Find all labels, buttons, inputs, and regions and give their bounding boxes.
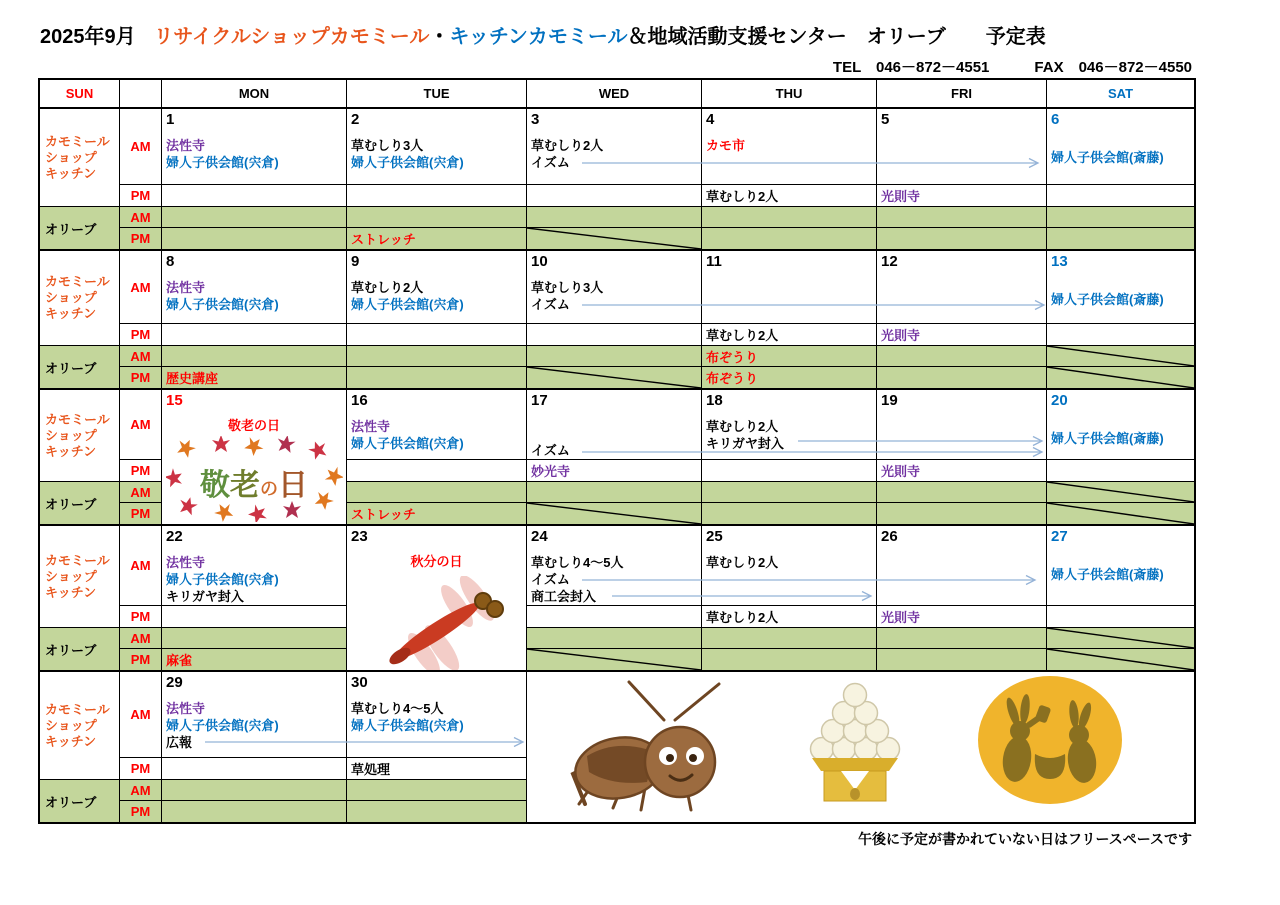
schedule-entry: 商工会封入 [531,589,597,604]
schedule-entry: ストレッチ [351,232,416,247]
day-cell-1-olive-pm [162,228,347,249]
am-entries [1047,554,1194,583]
day-cell-29-olive-pm [162,801,347,822]
day-cell-13-pm [1047,324,1194,346]
maple-leaf-icon [174,436,197,459]
schedule-entry: 草むしり4～5人 [531,555,624,570]
schedule-entry: イズム [531,443,570,458]
day-cell-6-olive-am [1047,207,1194,228]
week-row-1 [40,109,1194,249]
day-cell-19-olive-pm [877,503,1047,524]
day-cell-5-olive-pm [877,228,1047,249]
day-header-empty [120,80,162,107]
day-cell-18-am [702,390,877,460]
contact-line: TEL 046－872－4551 FAX 046－872－4550 [832,59,1192,76]
day-cell-13-olive-am [1047,346,1194,367]
day-number: 29 [166,674,183,691]
day-number: 27 [1051,528,1068,545]
day-number: 25 [706,528,723,545]
am-entries [162,279,346,313]
am-label: AM [120,672,162,758]
day-cell-11-pm [702,324,877,346]
day-header-TUE: TUE [347,80,527,107]
schedule-entry: 草むしり2人 [706,419,779,434]
schedule-entry: 法性寺 [166,138,206,153]
day-cell-9-am [347,251,527,324]
day-cell-12-pm [877,324,1047,346]
maple-leaf-icon [241,436,266,458]
chamomile-label-line: ショップ [45,717,97,733]
title-month: 2025年9月 [40,26,136,48]
am-entries [162,137,346,171]
pm-label: PM [120,185,162,207]
day-cell-13-olive-pm [1047,367,1194,388]
day-cell-20-olive-pm [1047,503,1194,524]
day-cell-3-am [527,109,702,185]
row-label-chamomile [40,109,120,207]
day-cell-9-olive-am [347,346,527,367]
day-cell-24-am [527,526,702,606]
schedule-entry: 婦人子供会館(宍倉) [351,155,464,170]
am-entries [347,279,526,313]
keirou-art-char: の [260,479,278,499]
chamomile-label-line: ショップ [45,290,97,305]
day-cell-27-am [1047,526,1194,606]
day-cell-16-pm [347,460,527,482]
day-number: 1 [166,111,175,128]
schedule-entry: 草むしり2人 [531,138,604,153]
am-label: AM [120,390,162,460]
day-cell-4-olive-am [702,207,877,228]
schedule-entry: イズム [531,297,570,312]
day-cell-30-olive-pm [347,801,527,822]
day-number: 23 [351,528,368,545]
crossed-out-diagonal [1047,346,1194,366]
olive-pm-label: PM [120,228,162,249]
day-cell-17-pm [527,460,702,482]
day-cell-30-am [347,672,527,758]
day-cell-24-olive-pm [527,649,702,670]
day-cell-3-olive-pm [527,228,702,249]
day-cell-13-am [1047,251,1194,324]
schedule-entry: 婦人子供会館(斎藤) [1051,150,1164,165]
chamomile-label-line: キッチン [45,733,97,749]
maple-leaf-icon [212,436,230,452]
schedule-entry: 布ぞうり [706,371,759,386]
day-cell-27-olive-pm [1047,649,1194,670]
olive-pm-label: PM [120,503,162,524]
month-end-picture-area [527,672,1194,822]
schedule-entry: 婦人子供会館(宍倉) [351,436,464,451]
am-entries [527,279,701,313]
pm-label: PM [120,758,162,780]
schedule-entry: 光則寺 [881,464,921,479]
pm-label: PM [120,460,162,482]
schedule-entry: 光則寺 [881,610,921,625]
row-label-olive: オリーブ [40,482,120,524]
schedule-entry: 婦人子供会館(宍倉) [166,297,279,312]
schedule-table [38,78,1196,824]
day-cell-17-am [527,390,702,460]
chamomile-label-line: カモミール [45,133,110,149]
row-label-chamomile [40,526,120,628]
day-number: 30 [351,674,368,691]
day-cell-15-holiday [162,390,347,524]
day-cell-12-olive-pm [877,367,1047,388]
crossed-out-diagonal [527,228,701,249]
am-label: AM [120,526,162,606]
crossed-out-diagonal [527,649,701,670]
day-cell-29-am [162,672,347,758]
am-label: AM [120,251,162,324]
schedule-entry: 婦人子供会館(斎藤) [1051,431,1164,446]
day-cell-22-olive-am [162,628,347,649]
am-entries [162,554,346,605]
chamomile-label-line: キッチン [45,443,97,459]
day-cell-18-pm [702,460,877,482]
crossed-out-diagonal [1047,649,1194,670]
day-cell-27-pm [1047,606,1194,628]
day-cell-2-am [347,109,527,185]
week-row-5 [40,670,1194,822]
title-rest: ＆地域活動支援センター オリーブ 予定表 [627,26,1046,48]
am-entries [1047,279,1194,308]
am-entries [702,418,876,452]
row-label-olive: オリーブ [40,207,120,249]
schedule-entry: 光則寺 [881,189,921,204]
title-dot: ・ [429,26,450,48]
day-cell-10-olive-pm [527,367,702,388]
day-number: 16 [351,392,368,409]
olive-am-label: AM [120,780,162,801]
cricket-icon [567,678,742,813]
schedule-entry: 麻雀 [166,653,193,668]
schedule-entry: 草処理 [351,762,391,777]
day-cell-30-olive-am [347,780,527,801]
day-cell-24-olive-am [527,628,702,649]
schedule-entry: 婦人子供会館(宍倉) [351,718,464,733]
day-cell-25-am [702,526,877,606]
day-cell-12-olive-am [877,346,1047,367]
day-cell-18-olive-am [702,482,877,503]
schedule-entry: キリガヤ封入 [706,436,784,451]
day-cell-27-olive-am [1047,628,1194,649]
schedule-entry: キリガヤ封入 [166,589,244,604]
day-cell-2-olive-am [347,207,527,228]
olive-pm-label: PM [120,367,162,388]
am-entries [347,700,526,734]
day-cell-2-pm [347,185,527,207]
day-header-WED: WED [527,80,702,107]
day-cell-10-olive-am [527,346,702,367]
am-entries [527,418,701,459]
week-row-3 [40,388,1194,524]
maple-leaf-icon [306,438,329,460]
day-number: 20 [1051,392,1068,409]
day-number: 10 [531,253,548,270]
day-cell-1-olive-am [162,207,347,228]
chamomile-label-line: ショップ [45,427,97,443]
schedule-entry: ストレッチ [351,507,416,522]
day-number: 5 [881,111,890,128]
title-shop-name: リサイクルショップカモミール [153,26,430,48]
day-cell-11-am [702,251,877,324]
day-cell-22-olive-pm [162,649,347,670]
day-number: 8 [166,253,175,270]
pm-label: PM [120,324,162,346]
schedule-entry: 法性寺 [351,419,391,434]
row-label-chamomile [40,672,120,780]
olive-am-label: AM [120,346,162,367]
day-cell-18-olive-pm [702,503,877,524]
moon-rabbits-icon [975,674,1125,807]
schedule-entry: イズム [531,155,570,170]
schedule-entry: 光則寺 [881,328,921,343]
day-number: 22 [166,528,183,545]
keirou-no-hi-image [166,436,343,522]
crossed-out-diagonal [1047,482,1194,502]
keirou-art-char: 老 [230,469,260,502]
maple-leaf-icon [246,501,271,522]
schedule-entry: 草むしり2人 [706,328,779,343]
day-header-THU: THU [702,80,877,107]
chamomile-label-line: ショップ [45,149,97,165]
day-cell-25-pm [702,606,877,628]
week-row-2 [40,249,1194,388]
chamomile-label-line: カモミール [45,701,110,717]
keirou-art-char: 日 [278,469,308,502]
day-cell-5-olive-am [877,207,1047,228]
am-entries [1047,137,1194,166]
footer-note: 午後に予定が書かれていない日はフリースペースです [858,831,1193,847]
day-cell-29-olive-am [162,780,347,801]
day-number: 17 [531,392,548,409]
day-cell-20-olive-am [1047,482,1194,503]
day-number: 18 [706,392,723,409]
chamomile-label-line: ショップ [45,568,97,584]
day-header-FRI: FRI [877,80,1047,107]
schedule-entry: 法性寺 [166,280,206,295]
day-number: 3 [531,111,540,128]
day-cell-23-holiday [347,526,527,670]
olive-am-label: AM [120,207,162,228]
day-cell-16-olive-pm [347,503,527,524]
day-cell-22-am [162,526,347,606]
day-cell-17-olive-pm [527,503,702,524]
day-cell-5-pm [877,185,1047,207]
day-number: 6 [1051,111,1060,128]
am-entries [702,554,876,571]
day-cell-20-am [1047,390,1194,460]
day-cell-6-olive-pm [1047,228,1194,249]
day-cell-19-am [877,390,1047,460]
day-cell-16-am [347,390,527,460]
day-cell-26-olive-am [877,628,1047,649]
schedule-entry: イズム [531,572,570,587]
row-label-olive: オリーブ [40,628,120,670]
schedule-entry: 草むしり2人 [706,610,779,625]
day-cell-17-olive-am [527,482,702,503]
schedule-entry: カモ市 [706,138,746,153]
schedule-entry: 法性寺 [166,701,206,716]
holiday-caption: 秋分の日 [410,554,463,569]
day-cell-20-pm [1047,460,1194,482]
day-number: 11 [706,253,722,270]
am-entries [527,137,701,171]
schedule-entry: 草むしり2人 [351,280,424,295]
day-cell-25-olive-am [702,628,877,649]
row-label-olive: オリーブ [40,346,120,388]
chamomile-label-line: キッチン [45,165,97,181]
olive-pm-label: PM [120,649,162,670]
day-cell-10-pm [527,324,702,346]
tsukimi-dango-icon [799,675,911,803]
day-cell-4-pm [702,185,877,207]
day-cell-11-olive-am [702,346,877,367]
day-header-SAT: SAT [1107,86,1134,101]
am-entries [347,137,526,171]
day-cell-8-am [162,251,347,324]
day-cell-30-pm [347,758,527,780]
schedule-entry: 歴史講座 [166,371,219,386]
day-cell-6-am [1047,109,1194,185]
day-header-SUN: SUN [40,80,120,107]
olive-am-label: AM [120,482,162,503]
schedule-entry: 法性寺 [166,555,206,570]
dragonfly-icon [347,576,526,670]
schedule-entry: 妙光寺 [531,464,571,479]
day-cell-24-pm [527,606,702,628]
chamomile-label-line: カモミール [45,274,110,289]
schedule-entry: 草むしり2人 [706,555,779,570]
day-number: 2 [351,111,360,128]
day-cell-12-am [877,251,1047,324]
holiday-caption: 敬老の日 [227,418,280,433]
day-number: 24 [531,528,548,545]
am-entries [702,137,876,154]
day-cell-4-am [702,109,877,185]
schedule-entry: 婦人子供会館(宍倉) [166,718,279,733]
chamomile-label-line: カモミール [45,411,110,427]
day-cell-4-olive-pm [702,228,877,249]
schedule-entry: 婦人子供会館(宍倉) [351,297,464,312]
schedule-entry: 布ぞうり [706,349,759,365]
schedule-entry: 婦人子供会館(斎藤) [1051,567,1164,582]
crossed-out-diagonal [1047,367,1194,388]
day-cell-3-pm [527,185,702,207]
calendar-header-row [40,80,1194,109]
keirou-art-char: 敬 [200,469,230,502]
day-cell-29-pm [162,758,347,780]
day-cell-9-pm [347,324,527,346]
schedule-entry: 広報 [166,735,193,750]
am-label: AM [120,109,162,185]
day-cell-22-pm [162,606,347,628]
day-cell-19-pm [877,460,1047,482]
day-number: 4 [706,111,715,128]
day-cell-26-olive-pm [877,649,1047,670]
day-number: 13 [1051,253,1068,270]
schedule-entry: 婦人子供会館(斎藤) [1051,292,1164,307]
schedule-entry: 草むしり4～5人 [351,701,444,716]
week-row-4 [40,524,1194,670]
day-number: 15 [166,392,183,409]
crossed-out-diagonal [527,503,701,524]
day-cell-6-pm [1047,185,1194,207]
schedule-entry: 草むしり3人 [351,138,424,153]
am-entries [347,418,526,452]
schedule-entry: 草むしり3人 [531,280,604,295]
day-cell-25-olive-pm [702,649,877,670]
day-number: 19 [881,392,898,409]
maple-leaf-icon [275,436,296,453]
day-cell-2-olive-pm [347,228,527,249]
day-cell-11-olive-pm [702,367,877,388]
page-title [40,20,1046,49]
pm-label: PM [120,606,162,628]
schedule-entry: 草むしり2人 [706,189,779,204]
row-label-olive: オリーブ [40,780,120,822]
day-cell-8-olive-am [162,346,347,367]
olive-pm-label: PM [120,801,162,822]
day-cell-10-am [527,251,702,324]
day-header-MON: MON [162,80,347,107]
day-number: 26 [881,528,898,545]
day-cell-26-pm [877,606,1047,628]
day-cell-8-pm [162,324,347,346]
day-cell-16-olive-am [347,482,527,503]
day-cell-3-olive-am [527,207,702,228]
am-entries [162,700,346,751]
row-label-chamomile [40,251,120,346]
am-entries [527,554,701,605]
chamomile-label-line: カモミール [45,552,110,568]
chamomile-label-line: キッチン [45,584,97,600]
am-entries [1047,418,1194,447]
crossed-out-diagonal [527,367,701,388]
olive-am-label: AM [120,628,162,649]
day-cell-19-olive-am [877,482,1047,503]
day-cell-9-olive-pm [347,367,527,388]
schedule-entry: 婦人子供会館(宍倉) [166,572,279,587]
day-cell-1-am [162,109,347,185]
day-cell-1-pm [162,185,347,207]
crossed-out-diagonal [1047,503,1194,524]
crossed-out-diagonal [1047,628,1194,648]
day-number: 12 [881,253,898,270]
day-cell-8-olive-pm [162,367,347,388]
chamomile-label-line: キッチン [45,306,97,321]
schedule-entry: 婦人子供会館(宍倉) [166,155,279,170]
title-kitchen-name: キッチンカモミール [449,26,628,48]
day-number: 9 [351,253,360,270]
day-cell-5-am [877,109,1047,185]
day-cell-26-am [877,526,1047,606]
row-label-chamomile [40,390,120,482]
